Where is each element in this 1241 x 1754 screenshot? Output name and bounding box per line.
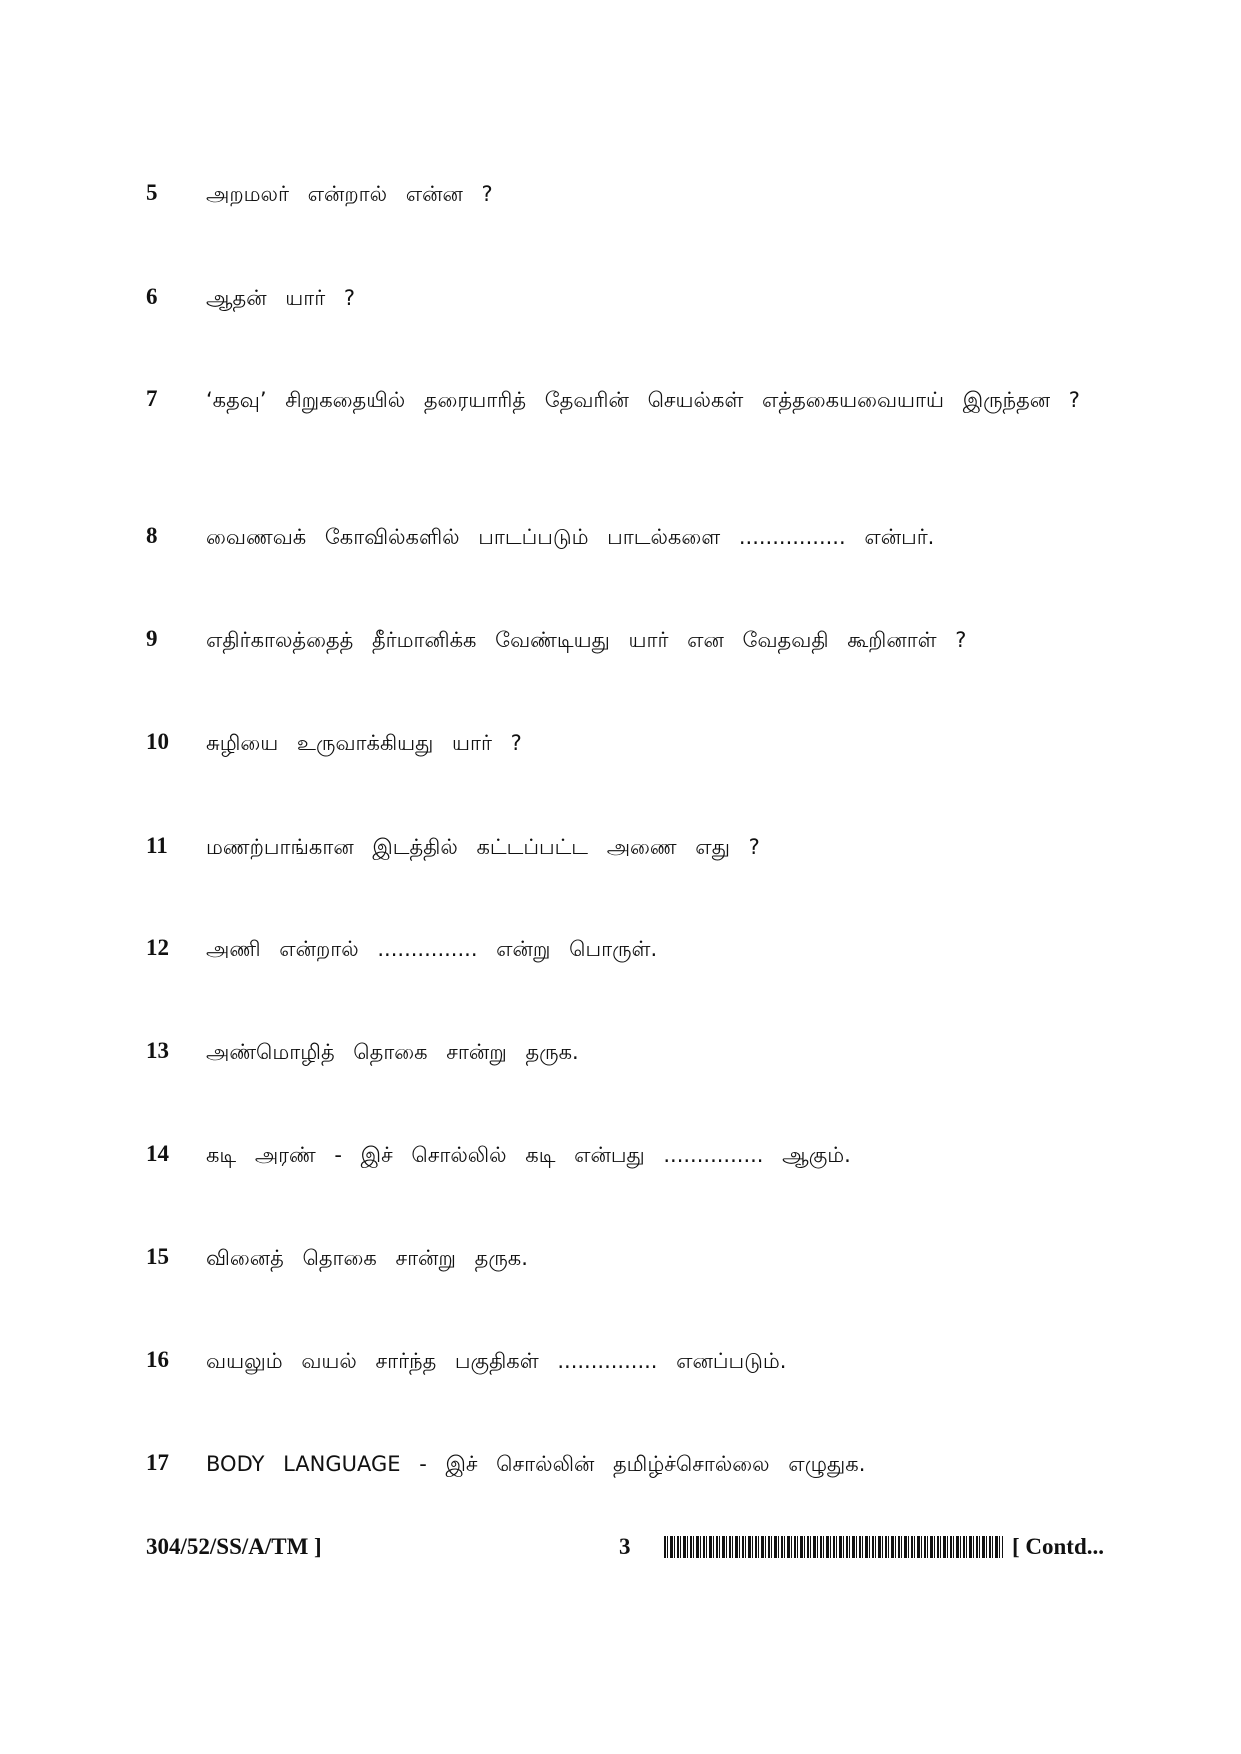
question-number: 10 [146, 729, 169, 754]
question-text: எதிர்காலத்தைத் தீர்மானிக்க வேண்டியது யார் என வேதவதி கூறினாள் ? [206, 628, 967, 652]
question-text: அறமலர் என்றால் என்ன ? [206, 182, 493, 206]
question-number: 11 [146, 833, 168, 858]
question-text: வினைத் தொகை சான்று தருக. [206, 1246, 528, 1270]
question-12 [146, 931, 1096, 967]
barcode [664, 1536, 1003, 1558]
question-number: 9 [146, 626, 158, 651]
question-text: அண்மொழித் தொகை சான்று தருக. [206, 1040, 579, 1064]
question-16 [146, 1343, 1096, 1379]
question-7 [146, 382, 1096, 418]
question-text: மணற்பாங்கான இடத்தில் கட்டப்பட்ட அணை எது ? [206, 835, 760, 859]
question-8 [146, 519, 1096, 555]
question-number: 5 [146, 180, 158, 205]
question-17 [146, 1446, 1096, 1482]
question-5 [146, 176, 1096, 212]
page-footer [146, 1530, 1126, 1564]
question-number: 16 [146, 1347, 169, 1372]
question-13 [146, 1034, 1096, 1070]
question-9 [146, 622, 1096, 658]
question-number: 6 [146, 284, 158, 309]
question-14 [146, 1137, 1096, 1173]
question-number: 12 [146, 935, 169, 960]
question-11 [146, 829, 1096, 865]
question-text: வயலும் வயல் சார்ந்த பகுதிகள் ............... எனப்படும். [206, 1349, 787, 1373]
question-number: 7 [146, 386, 158, 411]
question-10 [146, 725, 1096, 761]
question-number: 17 [146, 1450, 169, 1475]
question-number: 14 [146, 1141, 169, 1166]
question-text: கடி அரண் - இச் சொல்லில் கடி என்பது ............... ஆகும். [206, 1143, 851, 1167]
question-number: 8 [146, 523, 158, 548]
question-text: அணி என்றால் ............... என்று பொருள். [206, 937, 658, 961]
page-number: 3 [619, 1534, 631, 1559]
paper-code: 304/52/SS/A/TM ] [146, 1534, 322, 1559]
question-text: வைணவக் கோவில்களில் பாடப்படும் பாடல்களை ................ என்பர். [206, 525, 935, 549]
continued-label: [ Contd... [1012, 1534, 1105, 1559]
question-6 [146, 280, 1096, 316]
question-15 [146, 1240, 1096, 1276]
question-text: சுழியை உருவாக்கியது யார் ? [206, 731, 522, 755]
question-text: ஆதன் யார் ? [206, 286, 356, 310]
question-number: 15 [146, 1244, 169, 1269]
question-text: BODY LANGUAGE - இச் சொல்லின் தமிழ்ச்சொல்லை எழுதுக. [206, 1452, 866, 1476]
question-number: 13 [146, 1038, 169, 1063]
question-text: ‘கதவு’ சிறுகதையில் தரையாரித் தேவரின் செயல்கள் எத்தகையவையாய் இருந்தன ? [206, 388, 1080, 412]
